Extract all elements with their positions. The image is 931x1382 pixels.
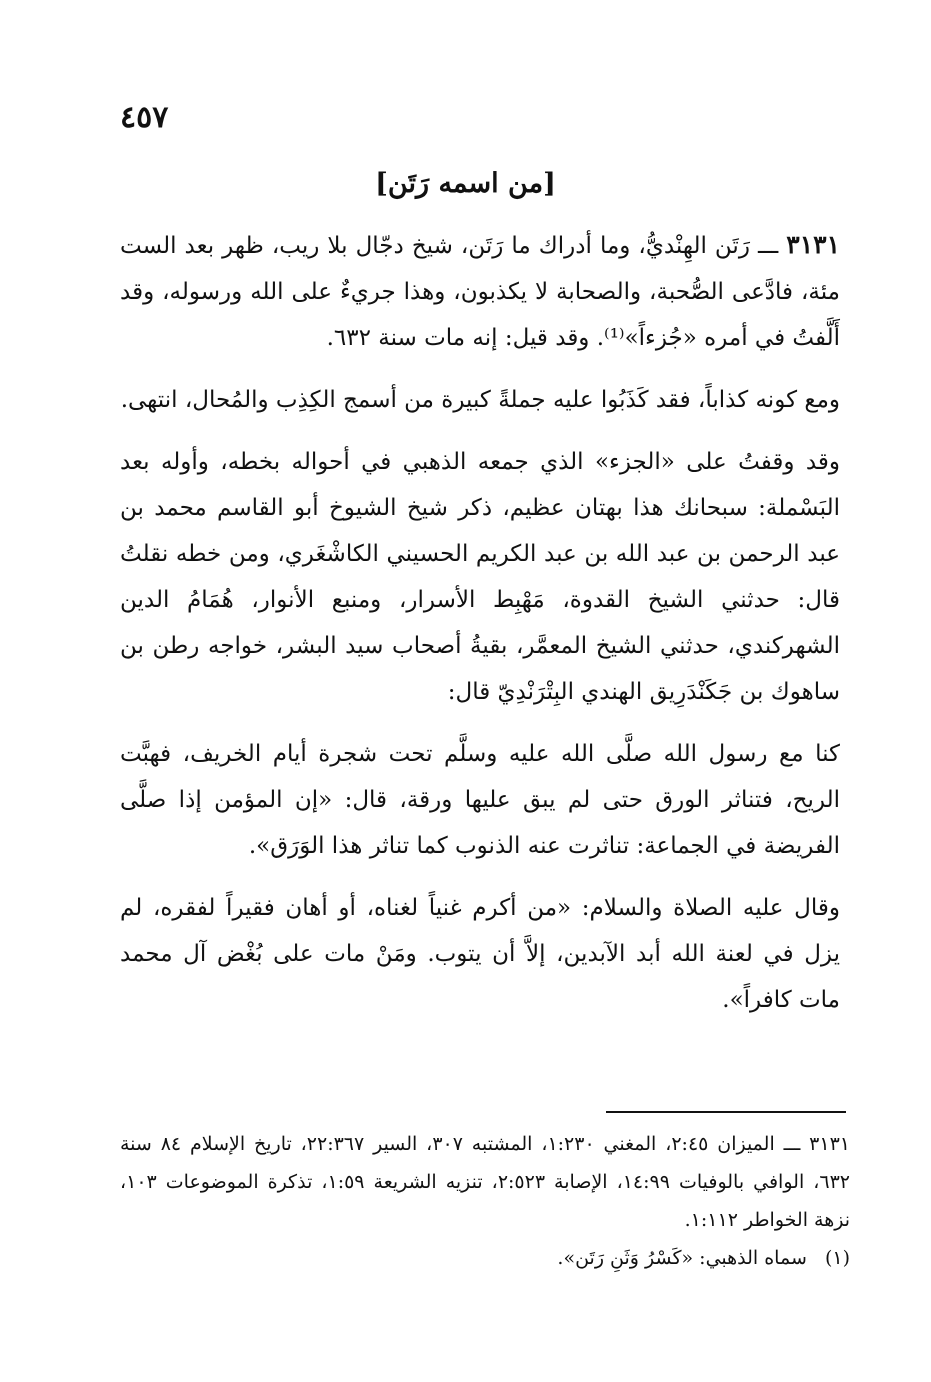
footnote-note <box>120 1239 850 1277</box>
entry-number: ٣١٣١ <box>786 230 840 259</box>
paragraph: كنا مع رسول الله صلَّى الله عليه وسلَّم تحت شجرة أيام الخريف، فهبَّت الريح، فتناثر الورق حتى لم يبق عليها ورقة، قال: «إن المؤمن إذا صلَّى الفريضة في الجماعة: تناثرت عنه الذنوب كما تناثر هذا الوَرَق». <box>120 741 840 859</box>
paragraph: وقد وقفتُ على «الجزء» الذي جمعه الذهبي في أحواله بخطه، وأوله بعد البَسْملة: سبحانك هذا بهتان عظيم، ذكر شيخ الشيوخ أبو القاسم محمد بن عبد الرحمن بن عبد الله بن عبد الكريم الحسيني الكاشْغَري، ومن خطه نقلتُ قال: حدثني الشيخ القدوة، مَهْبِط الأسرار، ومنبع الأنوار، هُمَامُ الدين الشهركندي، حدثني الشيخ المعمَّر، بقيةُ أصحاب سيد البشر، خواجه رطن بن ساهوك بن جَكَنْدَرِيق الهندي البِتْرَنْدِيّ قال: <box>120 449 840 705</box>
footnote-text: سماه الذهبي: «كَسْرُ وَثَنِ رَتَن». <box>557 1247 807 1269</box>
entry-paragraph <box>120 222 840 361</box>
page-number: ٤٥٧ <box>120 100 169 135</box>
paragraph: ومع كونه كذاباً، فقد كَذَبُوا عليه جملةً كبيرة من أسمج الكِذِب والمُحال، انتهى. <box>120 387 840 413</box>
footnote-divider <box>606 1111 846 1113</box>
footnotes <box>120 1125 850 1277</box>
footnote-marker: (١) <box>824 1247 850 1269</box>
section-title: [من اسمه رَتَن] <box>375 168 556 199</box>
entry-text: ـــ رَتَن الهِنْديُّ، وما أدراك ما رَتَن، شيخ دجّال بلا ريب، ظهر بعد الست مئة، فادَّعى الصُّحبة، والصحابة لا يكذبون، وهذا جريءٌ على الله ورسوله، وقد أَلَّفتُ في أمره «جُزءاً»⁽¹⁾. وقد قيل: إنه مات سنة ٦٣٢. <box>120 233 840 351</box>
paragraph: وقال عليه الصلاة والسلام: «من أكرم غنياً لغناه، أو أهان فقيراً لفقره، لم يزل في لعنة الله أبد الآبدين، إلاَّ أن يتوب. ومَنْ مات على بُغْض آل محمد مات كافراً». <box>120 895 840 1013</box>
footnote-sources: ٣١٣١ ـــ الميزان ٢:٤٥، المغني ١:٢٣٠، المشتبه ٣٠٧، السير ٢٢:٣٦٧، تاريخ الإسلام ٨٤ سنة ٦٣٢، الوافي بالوفيات ١٤:٩٩، الإصابة ٢:٥٢٣، تنزيه الشريعة ١:٥٩، تذكرة الموضوعات ١٠٣، نزهة الخواطر ١:١١٢. <box>120 1133 850 1231</box>
main-text <box>120 222 840 1039</box>
